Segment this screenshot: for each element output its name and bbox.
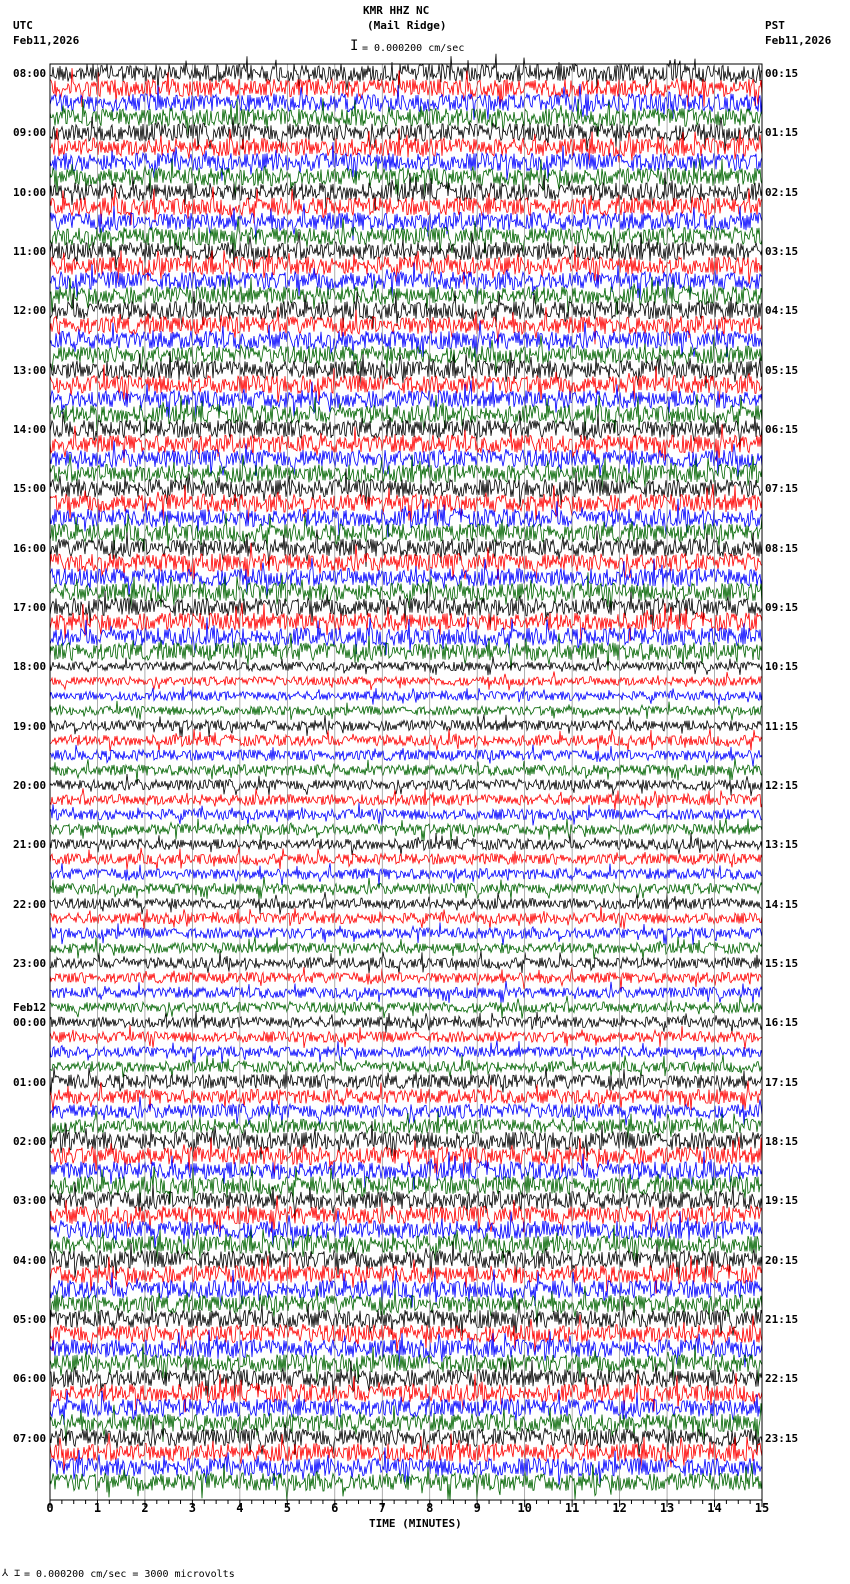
seismic-trace	[50, 1420, 762, 1456]
right-date: Feb11,2026	[765, 34, 832, 47]
pst-hour-label: 00:15	[765, 67, 799, 80]
seismic-trace	[50, 833, 762, 856]
seismic-trace	[50, 818, 762, 841]
pst-hour-label: 05:15	[765, 363, 799, 377]
pst-hour-label: 21:15	[765, 1312, 799, 1326]
utc-hour-label: 07:00	[13, 1431, 47, 1445]
utc-hour-label: 19:00	[13, 719, 47, 733]
utc-hour-label: 20:00	[13, 778, 47, 792]
pst-hour-label: 20:15	[765, 1253, 799, 1267]
pst-hour-label: 16:15	[765, 1016, 799, 1030]
pst-hour-label: 10:15	[765, 660, 799, 674]
x-tick-label: 15	[754, 1501, 770, 1515]
utc-hour-label: 06:00	[13, 1372, 47, 1386]
seismic-trace	[50, 672, 762, 691]
utc-hour-label: 04:00	[13, 1253, 47, 1267]
utc-hour-label: 12:00	[13, 304, 47, 318]
x-tick-label: 10	[517, 1501, 532, 1515]
pst-hour-label: 09:15	[765, 600, 799, 614]
seismic-trace	[50, 263, 762, 301]
utc-hour-label: 10:00	[13, 185, 47, 199]
seismic-trace	[50, 1242, 762, 1280]
left-date: Feb11,2026	[13, 34, 80, 47]
seismic-trace	[50, 996, 762, 1019]
x-tick-label: 5	[283, 1501, 291, 1515]
x-axis-label: TIME (MINUTES)	[369, 1517, 462, 1530]
seismic-trace	[50, 877, 762, 899]
utc-hour-label: 21:00	[13, 838, 47, 852]
x-tick-label: 11	[564, 1501, 580, 1515]
right-timezone: PST	[765, 19, 785, 32]
seismic-trace	[50, 788, 762, 810]
seismic-trace	[50, 922, 762, 945]
pst-hour-label: 06:15	[765, 422, 799, 436]
seismic-trace	[50, 981, 762, 1003]
utc-hour-label: 18:00	[13, 660, 47, 674]
pst-hour-label: 12:15	[765, 778, 799, 792]
seismic-trace	[50, 967, 762, 989]
seismic-trace	[50, 714, 762, 737]
x-tick-label: 0	[46, 1501, 54, 1515]
pst-hour-label: 02:15	[765, 185, 799, 199]
x-tick-label: 12	[612, 1501, 627, 1515]
pst-hour-label: 01:15	[765, 126, 799, 140]
pst-hour-label: 04:15	[765, 304, 799, 318]
station-title: KMR HHZ NC	[363, 4, 430, 17]
seismic-trace	[50, 951, 762, 974]
seismic-trace	[50, 729, 762, 753]
utc-hour-label: 11:00	[13, 244, 47, 258]
seismic-trace	[50, 1041, 762, 1064]
seismic-trace	[50, 701, 762, 721]
pst-hour-label: 17:15	[765, 1075, 799, 1089]
utc-hour-label: 14:00	[13, 422, 47, 436]
pst-hour-label: 15:15	[765, 956, 799, 970]
date-change-label: Feb12	[13, 1001, 47, 1015]
seismic-trace	[50, 847, 762, 870]
x-tick-label: 14	[707, 1501, 722, 1515]
utc-hour-label: 05:00	[13, 1312, 47, 1326]
pst-hour-label: 03:15	[765, 244, 799, 258]
utc-hour-label: 02:00	[13, 1134, 47, 1148]
left-timezone: UTC	[13, 19, 33, 32]
seismic-trace	[50, 1373, 762, 1412]
seismic-trace	[50, 907, 762, 930]
seismic-trace	[50, 1025, 762, 1049]
utc-hour-label: 00:00	[13, 1016, 47, 1030]
seismic-trace	[50, 745, 762, 767]
footer-scale-icon: ⅄ ⌶	[2, 1568, 21, 1579]
x-tick-label: 6	[331, 1501, 339, 1515]
pst-hour-label: 07:15	[765, 482, 799, 496]
seismic-trace	[50, 892, 762, 915]
pst-hour-label: 08:15	[765, 541, 799, 555]
pst-hour-label: 13:15	[765, 838, 799, 852]
seismic-trace	[50, 1081, 762, 1112]
pst-hour-label: 14:15	[765, 897, 799, 911]
x-tick-label: 3	[188, 1501, 197, 1515]
utc-hour-label: 01:00	[13, 1075, 47, 1089]
x-tick-label: 1	[93, 1501, 102, 1515]
x-tick-label: 13	[659, 1501, 675, 1515]
x-tick-label: 2	[141, 1501, 149, 1515]
utc-hour-label: 13:00	[13, 363, 47, 377]
x-tick-label: 9	[473, 1501, 481, 1515]
seismic-trace	[50, 1055, 762, 1079]
utc-hour-label: 17:00	[13, 600, 47, 614]
utc-hour-label: 09:00	[13, 126, 47, 140]
utc-hour-label: 22:00	[13, 897, 47, 911]
scale-bar-icon: I	[350, 38, 359, 54]
pst-hour-label: 19:15	[765, 1194, 799, 1208]
pst-hour-label: 11:15	[765, 719, 799, 733]
footer-scale: = 0.000200 cm/sec = 3000 microvolts	[24, 1569, 235, 1580]
utc-hour-label: 23:00	[13, 956, 47, 970]
x-tick-label: 7	[378, 1501, 386, 1515]
station-location: (Mail Ridge)	[367, 19, 447, 32]
seismic-trace	[50, 937, 762, 960]
x-tick-label: 8	[426, 1501, 434, 1515]
utc-hour-label: 08:00	[13, 67, 47, 80]
header-scale: = 0.000200 cm/sec	[362, 43, 465, 54]
x-tick-label: 4	[236, 1501, 244, 1515]
utc-hour-label: 03:00	[13, 1194, 47, 1208]
pst-hour-label: 18:15	[765, 1134, 799, 1148]
seismic-trace	[50, 687, 762, 706]
pst-hour-label: 23:15	[765, 1431, 799, 1445]
seismic-trace	[50, 758, 762, 781]
utc-hour-label: 15:00	[13, 482, 47, 496]
utc-hour-label: 16:00	[13, 541, 47, 555]
pst-hour-label: 22:15	[765, 1372, 799, 1386]
seismic-trace	[50, 803, 762, 826]
